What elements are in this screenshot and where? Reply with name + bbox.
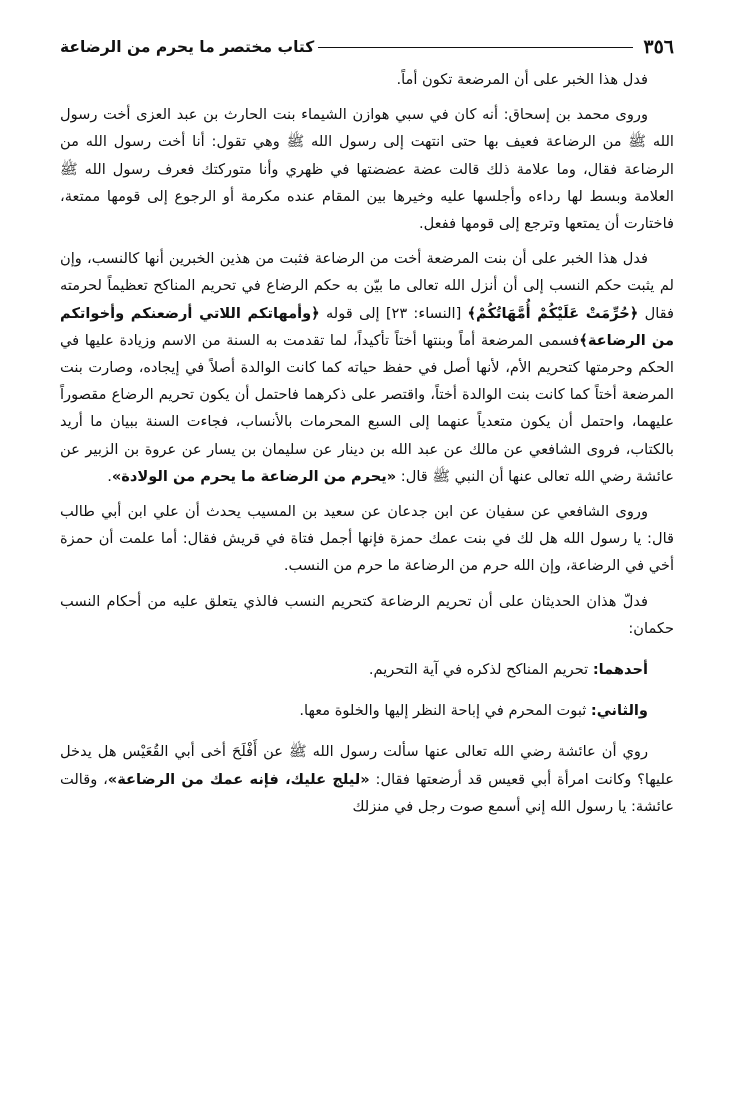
header-rule bbox=[318, 47, 633, 48]
page-number: ٣٥٦ bbox=[643, 36, 674, 58]
paragraph-5: فدلّ هذان الحديثان على أن تحريم الرضاعة كتحريم النسب فالذي يتعلق عليه من أحكام النسب حكمان: bbox=[60, 592, 674, 637]
page-header bbox=[60, 30, 674, 64]
page-body bbox=[60, 66, 674, 820]
paragraph-1: فدل هذا الخبر على أن المرضعة تكون أماً. bbox=[396, 71, 648, 88]
item-first bbox=[60, 656, 674, 683]
paragraph-3-text-b: [النساء: ٢٣] إلى قوله bbox=[325, 304, 462, 322]
item-second-text: ثبوت المحرم في إباحة النظر إليها والخلوة معها. bbox=[299, 702, 587, 720]
item-first-label: أحدهما: bbox=[592, 661, 648, 679]
paragraph-8-text-a: روي أن عائشة رضي الله تعالى عنها سألت رسول الله ﷺ عن أَفْلَحَ أخى أبي القُعَيْس هل يدخل عليها؟ وكانت امرأة أبي قعيس قد أرضعتها فقال: bbox=[60, 743, 674, 788]
hadith-quote-1: «يحرم من الرضاعة ما يحرم من الولادة» bbox=[111, 467, 397, 485]
paragraph-8-text-b: ، وقالت عائشة: يا رسول الله إني أسمع صوت رجل في منزلك bbox=[60, 770, 674, 815]
paragraph-3-text-d: . bbox=[107, 467, 112, 485]
paragraph-3-text-c: فسمى المرضعة أماً وبنتها أختاً تأكيداً، لما تقدمت به السنة من الاسم وزيادة عليها في الحكم وحرمتها كتحريم الأم، لأنها أصل في حفظ حياته كما كانت الوالدة أصلاً في إيجاده، وصارت بنت المرضعة أختاً كما كانت بنت الوالدة أختاً، واقتصر على ذكرهما فاحتمل أن يكون تحريم الرضاع مقصوراً عليهما، واحتمل أن يكون متعدياً عنهما إلى السبع المحرمات بالأنساب، فجاءت السنة ببيان ما أريد بالكتاب، فروى الشافعي عن مالك عن عبد الله بن دينار عن سليمان بن يسار عن عروة بن الزبير عن عائشة رضي الله تعالى عنها أن النبي ﷺ قال: bbox=[60, 331, 674, 485]
quran-quote-1: ﴿حُرِّمَتْ عَلَيْكُمْ أُمَّهَاتُكُمْ﴾ bbox=[467, 304, 639, 322]
paragraph-3 bbox=[60, 245, 674, 490]
paragraph-4: وروى الشافعي عن سفيان عن ابن جدعان عن سعيد بن المسيب يحدث أن علي ابن أبي طالب قال: يا رسول الله هل لك في بنت عمك حمزة فإنها أجمل فتاة في قريش فقال: أما علمت أن حمزة أخي في الرضاعة، وإن الله حرم من الرضاعة ما حرم من النسب. bbox=[60, 503, 674, 575]
paragraph-8 bbox=[60, 738, 674, 820]
hadith-quote-2: «ليلج عليك، فإنه عمك من الرضاعة» bbox=[107, 770, 370, 788]
paragraph-3-text-a: فدل هذا الخبر على أن بنت المرضعة أخت من الرضاعة فثبت من هذين الخبرين أنها كالنسب، وإن لم يثبت حكم النسب إلى أن أنزل الله تعالى ما بيّن به حكم الرضاع في تحريم المناكح تعظيماً لحرمته فقال bbox=[60, 250, 675, 322]
running-title: كتاب مختصر ما يحرم من الرضاعة bbox=[60, 38, 315, 56]
quran-quote-2: ﴿وأمهاتكم اللاتي أرضعنكم وأخواتكم من الرضاعة﴾ bbox=[60, 304, 675, 349]
item-second bbox=[60, 697, 674, 724]
item-second-label: والثاني: bbox=[590, 702, 648, 720]
paragraph-2: وروى محمد بن إسحاق: أنه كان في سبي هوازن الشيماء بنت الحارث بن عبد العزى أخت رسول الله ﷺ من الرضاعة فعيف بها حتى انتهت إلى رسول الله ﷺ وهي تقول: أنا أخت رسول الله من الرضاعة فقال، وما علامة ذلك قالت عضة عضضتها في ظهري وأنا متوركتك فعرف رسول الله ﷺ العلامة وبسط لها رداءه وأجلسها عليه وخيرها بين المقام عنده مكرمة أو الرجوع إلى قومها ممتعة، فاختارت أن يمتعها وترجع إلى قومها ففعل. bbox=[60, 106, 674, 233]
item-first-text: تحريم المناكح لذكره في آية التحريم. bbox=[368, 661, 589, 679]
